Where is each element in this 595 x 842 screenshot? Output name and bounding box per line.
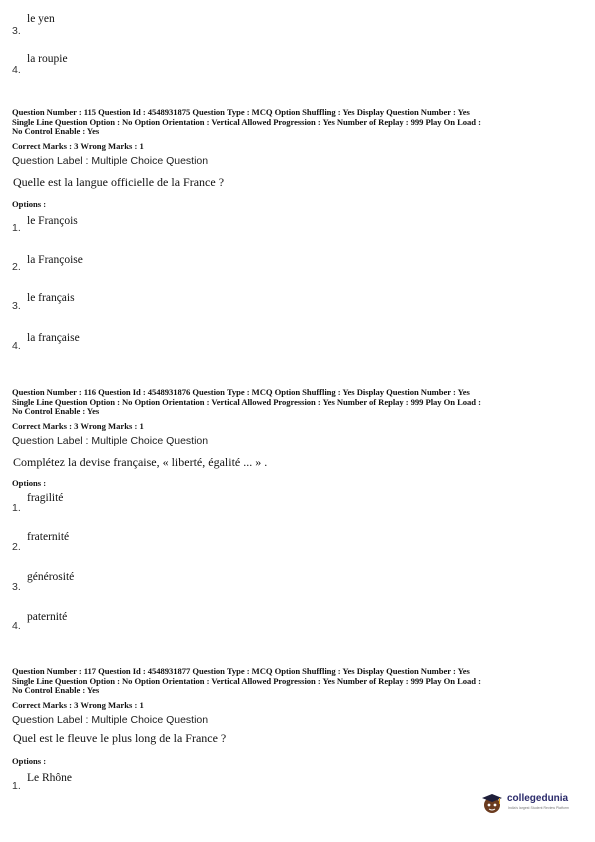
collegedunia-logo: [480, 790, 580, 816]
option-number: 4.: [12, 64, 21, 76]
options-heading: Options :: [12, 199, 47, 209]
option-number: 3.: [12, 581, 21, 593]
option-text: le yen: [27, 13, 55, 25]
question-label: Question Label : Multiple Choice Question: [12, 714, 209, 726]
option-text: Le Rhône: [27, 772, 73, 784]
option-text: le français: [27, 292, 75, 304]
option-number: 3.: [12, 25, 21, 37]
option-number: 3.: [12, 300, 21, 312]
graduate-cap-mascot-icon: [480, 791, 504, 815]
question-text: Quelle est la langue officielle de la France ?: [13, 175, 225, 189]
question-meta: Question Number : 115 Question Id : 4548931875 Question Type : MCQ Option Shuffling : Yes Display Question Number : Yes Single Line Question Option : No Option Orientation : Vertical Allowed Progression : Yes Number of Replay : 999 Play On Load : No Control Enable : Yes: [12, 107, 481, 137]
option-number: 1.: [12, 502, 21, 514]
option-text: le François: [27, 215, 78, 227]
question-text: Quel est le fleuve le plus long de la France ?: [13, 731, 227, 745]
question-marks: Correct Marks : 3 Wrong Marks : 1: [12, 421, 144, 431]
option-text: générosité: [27, 571, 75, 583]
option-text: la française: [27, 332, 80, 344]
question-text: Complétez la devise française, « liberté, égalité ... » .: [13, 455, 268, 469]
question-meta: Question Number : 116 Question Id : 4548931876 Question Type : MCQ Option Shuffling : Yes Display Question Number : Yes Single Line Question Option : No Option Orientation : Vertical Allowed Progression : Yes Number of Replay : 999 Play On Load : No Control Enable : Yes: [12, 387, 481, 417]
option-number: 1.: [12, 222, 21, 234]
options-heading: Options :: [12, 478, 47, 488]
option-number: 2.: [12, 261, 21, 273]
option-text: paternité: [27, 611, 68, 623]
logo-tagline: India's largest Student Review Platform: [508, 806, 569, 810]
option-number: 2.: [12, 541, 21, 553]
question-marks: Correct Marks : 3 Wrong Marks : 1: [12, 141, 144, 151]
option-number: 1.: [12, 780, 21, 792]
question-label: Question Label : Multiple Choice Question: [12, 155, 209, 167]
logo-wordmark: collegedunia: [507, 793, 569, 804]
option-text: fragilité: [27, 492, 64, 504]
option-number: 4.: [12, 340, 21, 352]
option-text: fraternité: [27, 531, 70, 543]
question-marks: Correct Marks : 3 Wrong Marks : 1: [12, 700, 144, 710]
question-meta: Question Number : 117 Question Id : 4548931877 Question Type : MCQ Option Shuffling : Yes Display Question Number : Yes Single Line Question Option : No Option Orientation : Vertical Allowed Progression : Yes Number of Replay : 999 Play On Load : No Control Enable : Yes: [12, 666, 481, 696]
question-label: Question Label : Multiple Choice Question: [12, 435, 209, 447]
option-text: la Françoise: [27, 254, 83, 266]
option-text: la roupie: [27, 53, 68, 65]
option-number: 4.: [12, 620, 21, 632]
options-heading: Options :: [12, 756, 47, 766]
